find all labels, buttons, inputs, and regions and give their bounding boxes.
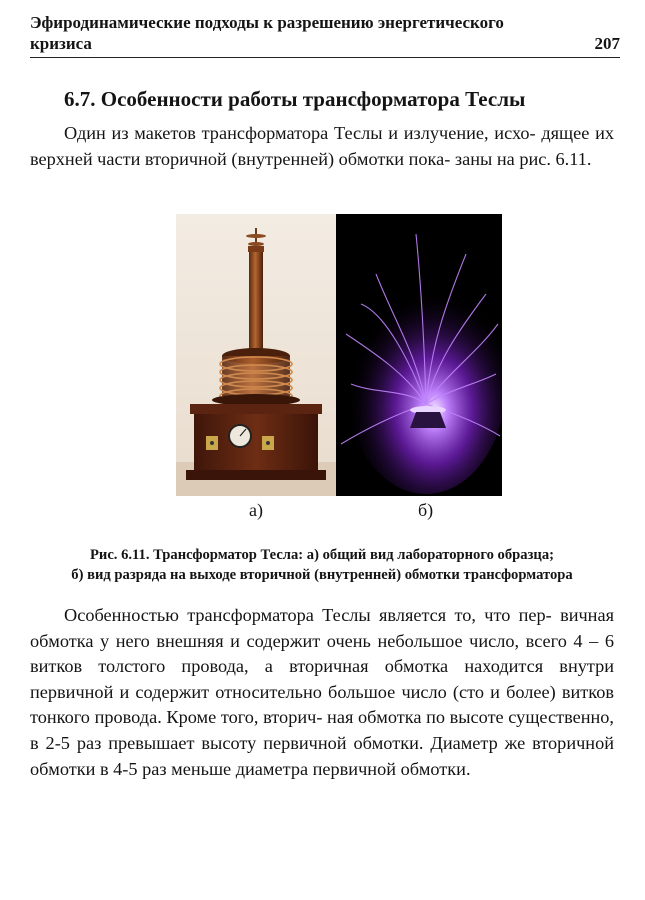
intro-line-2: дящее их верхней части вторичной (внутренней) обмотки пока- — [30, 123, 614, 169]
body-line-3: число, всего 4 – 6 витков толстого провода, а вторичная обмотка — [30, 630, 614, 677]
body-line-5: число (сто и более) витков тонкого провода. Кроме того, вторич- — [30, 681, 615, 728]
figure-caption — [30, 545, 614, 585]
intro-line-1: Один из макетов трансформатора Теслы и излучение, исхо- — [64, 123, 536, 143]
intro-paragraph — [30, 121, 614, 172]
discharge-photo — [336, 214, 502, 496]
caption-line-2: б) вид разряда на выходе вторичной (внутренней) обмотки трансформатора — [71, 567, 573, 583]
figure-label-b: б) — [418, 500, 434, 520]
body-line-1: Особенностью трансформатора Теслы является то, что пер- — [64, 605, 552, 625]
body-line-4: находится внутри первичной и содержит относительно большое — [30, 656, 614, 702]
page-number: 207 — [594, 34, 620, 53]
header-title-line1: Эфиродинамические подходы к разрешению энергетического — [30, 13, 504, 32]
section-title: 6.7. Особенности работы трансформатора Теслы — [64, 87, 526, 111]
figure-label-a: а) — [249, 500, 263, 520]
intro-line-3: заны на рис. 6.11. — [454, 148, 592, 169]
body-line-7: первичной обмотки. Диаметр же вторичной обмотки в 4-5 раз — [30, 732, 615, 779]
body-line-6: ная обмотка по высоте существенно, в 2-5 раз превышает высоту — [30, 707, 614, 753]
figure-6-11 — [176, 214, 502, 496]
header-title-line2: кризиса — [30, 34, 92, 53]
tesla-coil-photo — [176, 214, 336, 496]
body-line-2: вичная обмотка у него внешняя и содержит очень небольшое — [30, 605, 614, 651]
running-header — [30, 12, 620, 58]
caption-line-1: Рис. 6.11. Трансформатор Тесла: а) общий вид лабораторного образца; — [90, 547, 554, 563]
body-line-8: меньше диаметра первичной обмотки. — [171, 758, 471, 779]
body-paragraph — [30, 603, 614, 782]
